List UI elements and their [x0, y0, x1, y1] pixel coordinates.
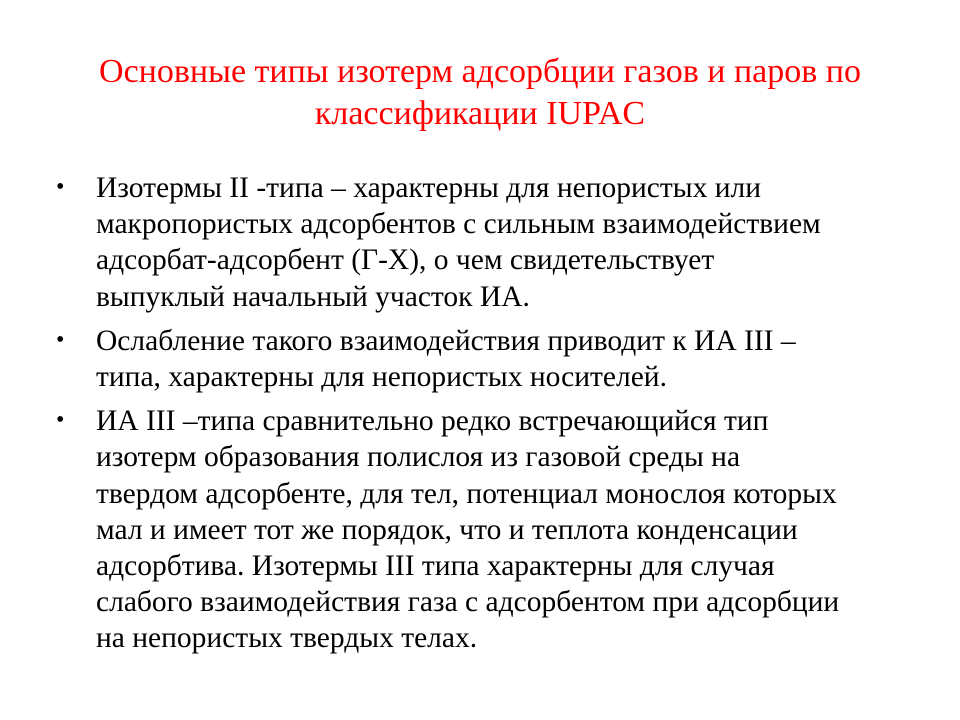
bullet-line: макропористых адсорбентов с сильным взаимодействием — [96, 208, 821, 241]
bullet-line: адсорбат-адсорбент (Г-Х), о чем свидетельствует — [96, 244, 715, 277]
bullet-text — [96, 323, 916, 395]
bullet-line: ИА III –типа сравнительно редко встречающийся тип — [96, 405, 769, 438]
bullet-line: Ослабление такого взаимодействия приводит к ИА III – — [96, 324, 796, 357]
bullet-line: мал и имеет тот же порядок, что и теплота конденсации — [96, 513, 798, 546]
slide-title — [40, 51, 920, 135]
bullet-list — [56, 170, 916, 665]
bullet-line: слабого взаимодействия газа с адсорбентом при адсорбции — [96, 586, 840, 619]
bullet-icon: • — [56, 174, 65, 200]
bullet-line: Изотермы II -типа – характерны для непористых или — [96, 172, 762, 204]
bullet-icon: • — [56, 326, 65, 353]
bullet-line: твердом адсорбенте, для тел, потенциал монослоя которых — [96, 477, 837, 510]
bullet-line: адсорбтива. Изотермы III типа характерны для случая — [96, 550, 775, 583]
bullet-line: типа, характерны для непористых носителей. — [96, 361, 667, 394]
title-line-2: классификации IUPAC — [314, 95, 646, 132]
bullet-text — [96, 403, 916, 656]
bullet-text — [96, 170, 916, 315]
bullet-item-2 — [56, 323, 916, 395]
bullet-icon: • — [56, 407, 65, 434]
bullet-line: выпуклый начальный участок ИА. — [96, 280, 530, 313]
bullet-item-3 — [56, 403, 916, 656]
bullet-item-1 — [56, 170, 916, 315]
bullet-line: изотерм образования полислоя из газовой среды на — [96, 441, 741, 474]
bullet-line: на непористых твердых телах. — [96, 622, 478, 655]
title-line-1: Основные типы изотерм адсорбции газов и паров по — [99, 53, 861, 90]
